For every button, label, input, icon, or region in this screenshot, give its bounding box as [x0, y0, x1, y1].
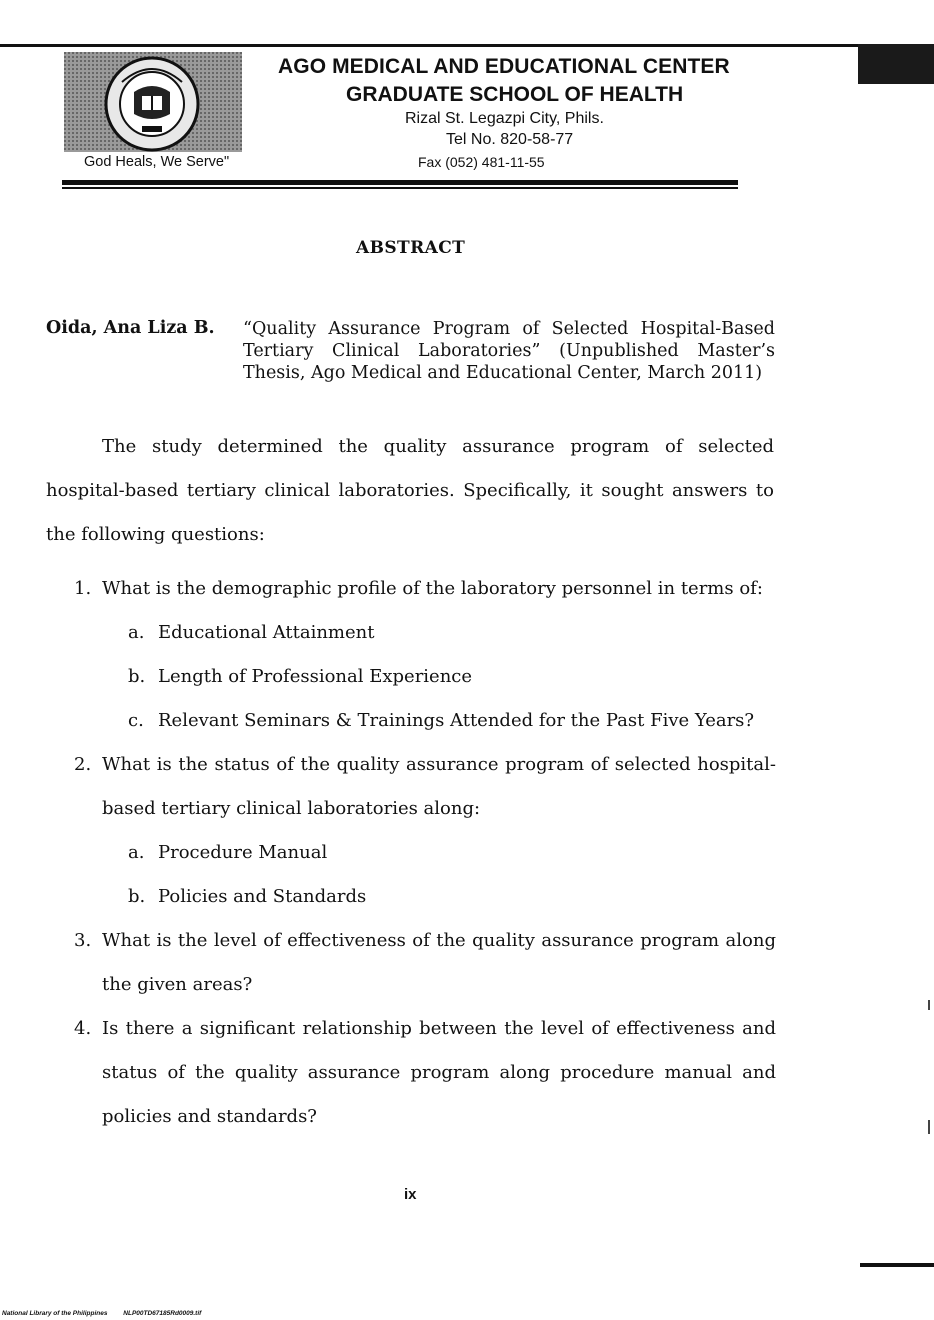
question-item: [46, 1007, 776, 1139]
page-number: ix: [404, 1186, 417, 1203]
school-logo: [64, 52, 242, 152]
sub-question: [46, 699, 776, 743]
scan-edge-mark: [928, 1120, 930, 1134]
question-text: What is the level of effectiveness of the quality assurance program along the given areas?: [102, 930, 776, 995]
footer-library: National Library of the Philippines: [2, 1310, 108, 1317]
question-item: [46, 919, 776, 1007]
sub-text: Relevant Seminars & Trainings Attended for the Past Five Years?: [158, 710, 755, 731]
question-text: What is the status of the quality assurance program of selected hospital-based tertiary clinical laboratories along:: [102, 754, 776, 819]
address: Rizal St. Legazpi City, Phils.: [405, 110, 604, 127]
sub-text: Educational Attainment: [158, 622, 375, 643]
sub-text: Procedure Manual: [158, 842, 328, 863]
sub-question: [46, 655, 776, 699]
question-number: 4.: [74, 1018, 92, 1039]
thesis-citation: “Quality Assurance Program of Selected Hospital-Based Tertiary Clinical Laboratories” (Unpublished Master’s Thesis, Ago Medical and Educational Center, March 2011): [243, 319, 775, 383]
question-text: What is the demographic profile of the laboratory personnel in terms of:: [102, 578, 763, 599]
scan-corner-mark: [858, 44, 934, 84]
sub-text: Length of Professional Experience: [158, 666, 473, 687]
question-item: [46, 743, 776, 831]
sub-letter: c.: [128, 710, 144, 731]
scan-footer: [2, 1310, 201, 1317]
sub-question: [46, 831, 776, 875]
scan-bottom-mark: [860, 1263, 934, 1267]
institution-name: AGO MEDICAL AND EDUCATIONAL CENTER: [278, 55, 730, 78]
question-list: [46, 567, 776, 1139]
page-title: ABSTRACT: [356, 238, 466, 258]
scan-edge-mark: [928, 1000, 930, 1010]
sub-letter: b.: [128, 666, 146, 687]
question-item: [46, 567, 776, 611]
sub-letter: b.: [128, 886, 146, 907]
top-border-rule: [0, 44, 934, 47]
sub-letter: a.: [128, 842, 145, 863]
school-name: GRADUATE SCHOOL OF HEALTH: [346, 83, 684, 106]
header-rule-thick: [62, 180, 738, 185]
sub-letter: a.: [128, 622, 145, 643]
question-number: 2.: [74, 754, 92, 775]
school-motto: God Heals, We Serve": [84, 154, 230, 170]
sub-question: [46, 611, 776, 655]
question-text: Is there a significant relationship between the level of effectiveness and status of the quality assurance program along procedure manual and policies and standards?: [102, 1018, 776, 1127]
intro-paragraph: [46, 425, 774, 557]
question-number: 1.: [74, 578, 92, 599]
telephone-number: Tel No. 820-58-77: [446, 131, 574, 148]
header-rule-thin: [62, 187, 738, 189]
author-name: Oida, Ana Liza B.: [46, 318, 215, 338]
seal-icon: [64, 52, 242, 152]
sub-question: [46, 875, 776, 919]
intro-text: The study determined the quality assurance program of selected hospital-based tertiary clinical laboratories. Specifically, it sought answers to the following questions:: [46, 436, 774, 545]
footer-filename: NLP00TD67185Rd0009.tif: [123, 1310, 202, 1317]
question-number: 3.: [74, 930, 92, 951]
fax-number: Fax (052) 481-11-55: [418, 154, 545, 170]
sub-text: Policies and Standards: [158, 886, 367, 907]
